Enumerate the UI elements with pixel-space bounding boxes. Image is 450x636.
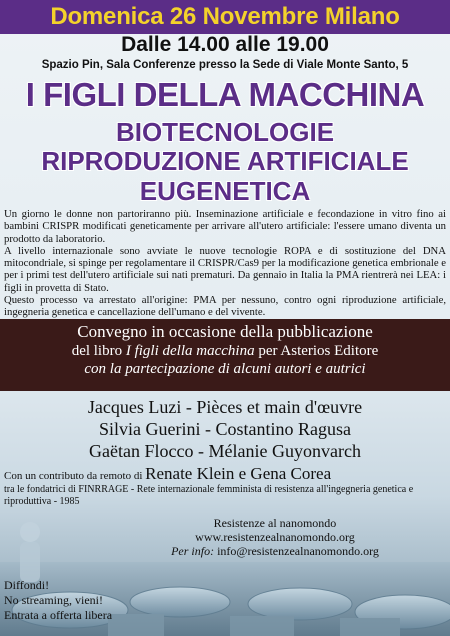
convegno-line-2 (0, 343, 450, 360)
footer-line: Entrata a offerta libera (4, 608, 113, 622)
organizer-contact (140, 544, 410, 558)
intro-text (4, 208, 446, 319)
intro-paragraph: A livello internazionale sono avviate le nuove tecnologie ROPA e di sostituzione del DNA mitocondriale, si spinge per regolamentare il CRISPR/Cas9 per la modificazione genetica embrionale e per i primi test dell'utero artificiale sui nati prematuri. Da gennaio in Italia la PMA rientrerà nei LEA: i figli in provetta di Stato. (4, 244, 446, 294)
convegno-book-prefix: del libro (71, 343, 126, 359)
subtitle-eugenetica: EUGENETICA (139, 176, 311, 206)
event-date-banner: Domenica 26 Novembre Milano (0, 0, 450, 34)
event-venue: Spazio Pin, Sala Conferenze presso la Sede di Viale Monte Santo, 5 (41, 59, 409, 71)
convegno-banner (0, 319, 450, 391)
organizer-name: Resistenze al nanomondo (213, 516, 337, 530)
remote-contribution (4, 464, 446, 508)
subtitle-riproduzione: RIPRODUZIONE ARTIFICIALE (41, 146, 409, 176)
main-title: I FIGLI DELLA MACCHINA (25, 76, 425, 113)
footer-line: No streaming, vieni! (4, 593, 103, 607)
organizer-email-link[interactable]: info@resistenzealnanomondo.org (217, 544, 379, 558)
info-label: Per info: (171, 544, 215, 558)
contribution-names: Renate Klein e Gena Corea (145, 464, 332, 483)
contribution-note: tra le fondatrici di FINRRAGE - Rete internazionale femminista di resistenza all'ingegneria genetica e riproduttiva - 1985 (4, 484, 414, 507)
organizer-block (140, 516, 410, 558)
contribution-line (4, 464, 446, 484)
speaker-line: Jacques Luzi - Pièces et main d'œuvre (87, 397, 363, 417)
organizer-website-link[interactable]: www.resistenzealnanomondo.org (195, 530, 355, 544)
event-time: Dalle 14.00 alle 19.00 (121, 33, 329, 56)
intro-paragraph: Un giorno le donne non partoriranno più. Inseminazione artificiale e fecondazione in vitro fino ai bambini CRISPR modificati geneticamente per arrivare all'utero artificiale: l'essere umano diventa un prodotto da laboratorio. (4, 208, 446, 245)
convegno-publisher: per Asterios Editore (254, 343, 379, 359)
subtitle-biotecnologie: BIOTECNOLOGIE (115, 117, 335, 147)
footer-notes (4, 578, 112, 623)
speakers-list (0, 396, 450, 462)
intro-paragraph: Questo processo va arrestato all'origine: PMA per nessuno, contro ogni riproduzione artificiale, ingegneria genetica e cancellazione dell'umano e del vivente. (4, 294, 446, 319)
book-title: I figli della macchina (125, 343, 255, 359)
speaker-line: Silvia Guerini - Costantino Ragusa (99, 419, 351, 439)
contribution-prefix: Con un contributo da remoto di (4, 470, 146, 482)
convegno-line-3: con la partecipazione di alcuni autori e autrici (84, 361, 366, 377)
speaker-line: Gaëtan Flocco - Mélanie Guyonvarch (89, 441, 361, 461)
footer-line: Diffondi! (4, 578, 50, 592)
convegno-line-1: Convegno in occasione della pubblicazione (77, 322, 373, 341)
